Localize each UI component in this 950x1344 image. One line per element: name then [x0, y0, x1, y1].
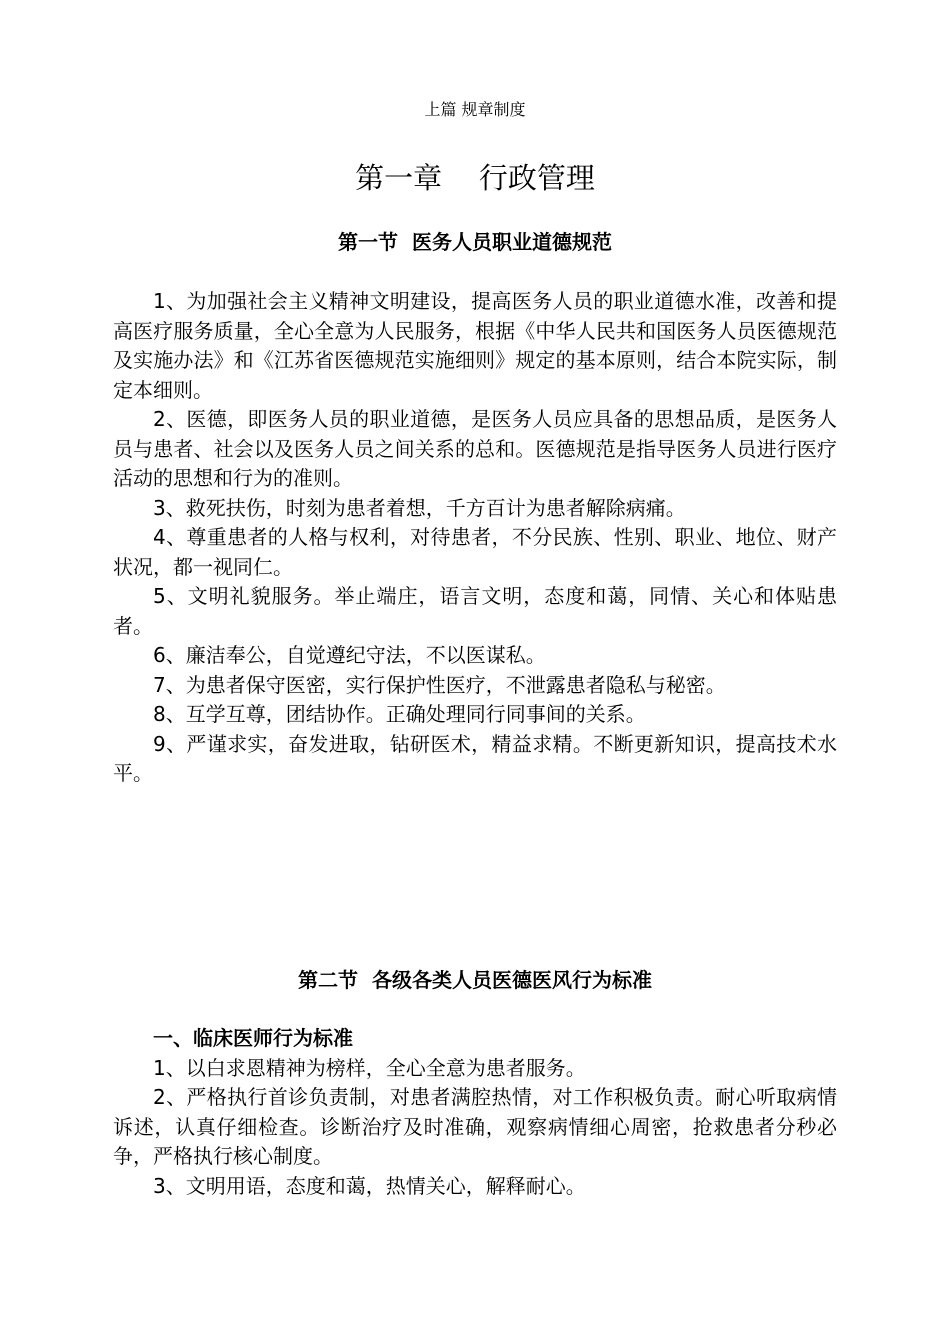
paragraph-2: 2、医德，即医务人员的职业道德，是医务人员应具备的思想品质，是医务人员与患者、社会以及医务人员之间关系的总和。医德规范是指导医务人员进行医疗活动的思想和行为的准则。 — [113, 407, 837, 490]
section-title-1: 第一节 医务人员职业道德规范 — [338, 230, 612, 254]
section-2-paragraph-2: 2、严格执行首诊负责制，对患者满腔热情，对工作积极负责。耐心听取病情诉述，认真仔细检查。诊断治疗及时准确，观察病情细心周密，抢救患者分秒必争，严格执行核心制度。 — [113, 1085, 837, 1168]
paragraph-3: 3、救死扶伤，时刻为患者着想，千方百计为患者解除病痛。 — [153, 495, 686, 520]
section-2-paragraph-1: 1、以白求恩精神为榜样，全心全意为患者服务。 — [153, 1055, 586, 1080]
paragraph-8: 8、互学互尊，团结协作。正确处理同行同事间的关系。 — [153, 702, 646, 726]
subsection-title: 一、临床医师行为标准 — [153, 1026, 353, 1050]
paragraph-4: 4、尊重患者的人格与权利，对待患者，不分民族、性别、职业、地位、财产状况，都一视同仁。 — [113, 525, 837, 579]
section-2-body — [113, 1024, 837, 1201]
running-head: 上篇 规章制度 — [424, 100, 526, 119]
chapter-title: 第一章 行政管理 — [355, 161, 595, 195]
paragraph-6: 6、廉洁奉公，自觉遵纪守法，不以医谋私。 — [153, 643, 546, 667]
paragraph-9: 9、严谨求实，奋发进取，钻研医术，精益求精。不断更新知识，提高技术水平。 — [113, 731, 837, 785]
section-title-2: 第二节 各级各类人员医德医风行为标准 — [298, 968, 652, 992]
section-1-body — [113, 287, 837, 789]
paragraph-7: 7、为患者保守医密，实行保护性医疗，不泄露患者隐私与秘密。 — [153, 672, 726, 697]
section-2-paragraph-3: 3、文明用语，态度和蔼，热情关心，解释耐心。 — [153, 1173, 586, 1198]
paragraph-1: 1、为加强社会主义精神文明建设，提高医务人员的职业道德水准，改善和提高医疗服务质量，全心全意为人民服务，根据《中华人民共和国医务人员医德规范及实施办法》和《江苏省医德规范实施细则》规定的基本原则，结合本院实际，制定本细则。 — [113, 289, 837, 402]
paragraph-5: 5、文明礼貌服务。举止端庄，语言文明，态度和蔼，同情、关心和体贴患者。 — [113, 584, 837, 638]
